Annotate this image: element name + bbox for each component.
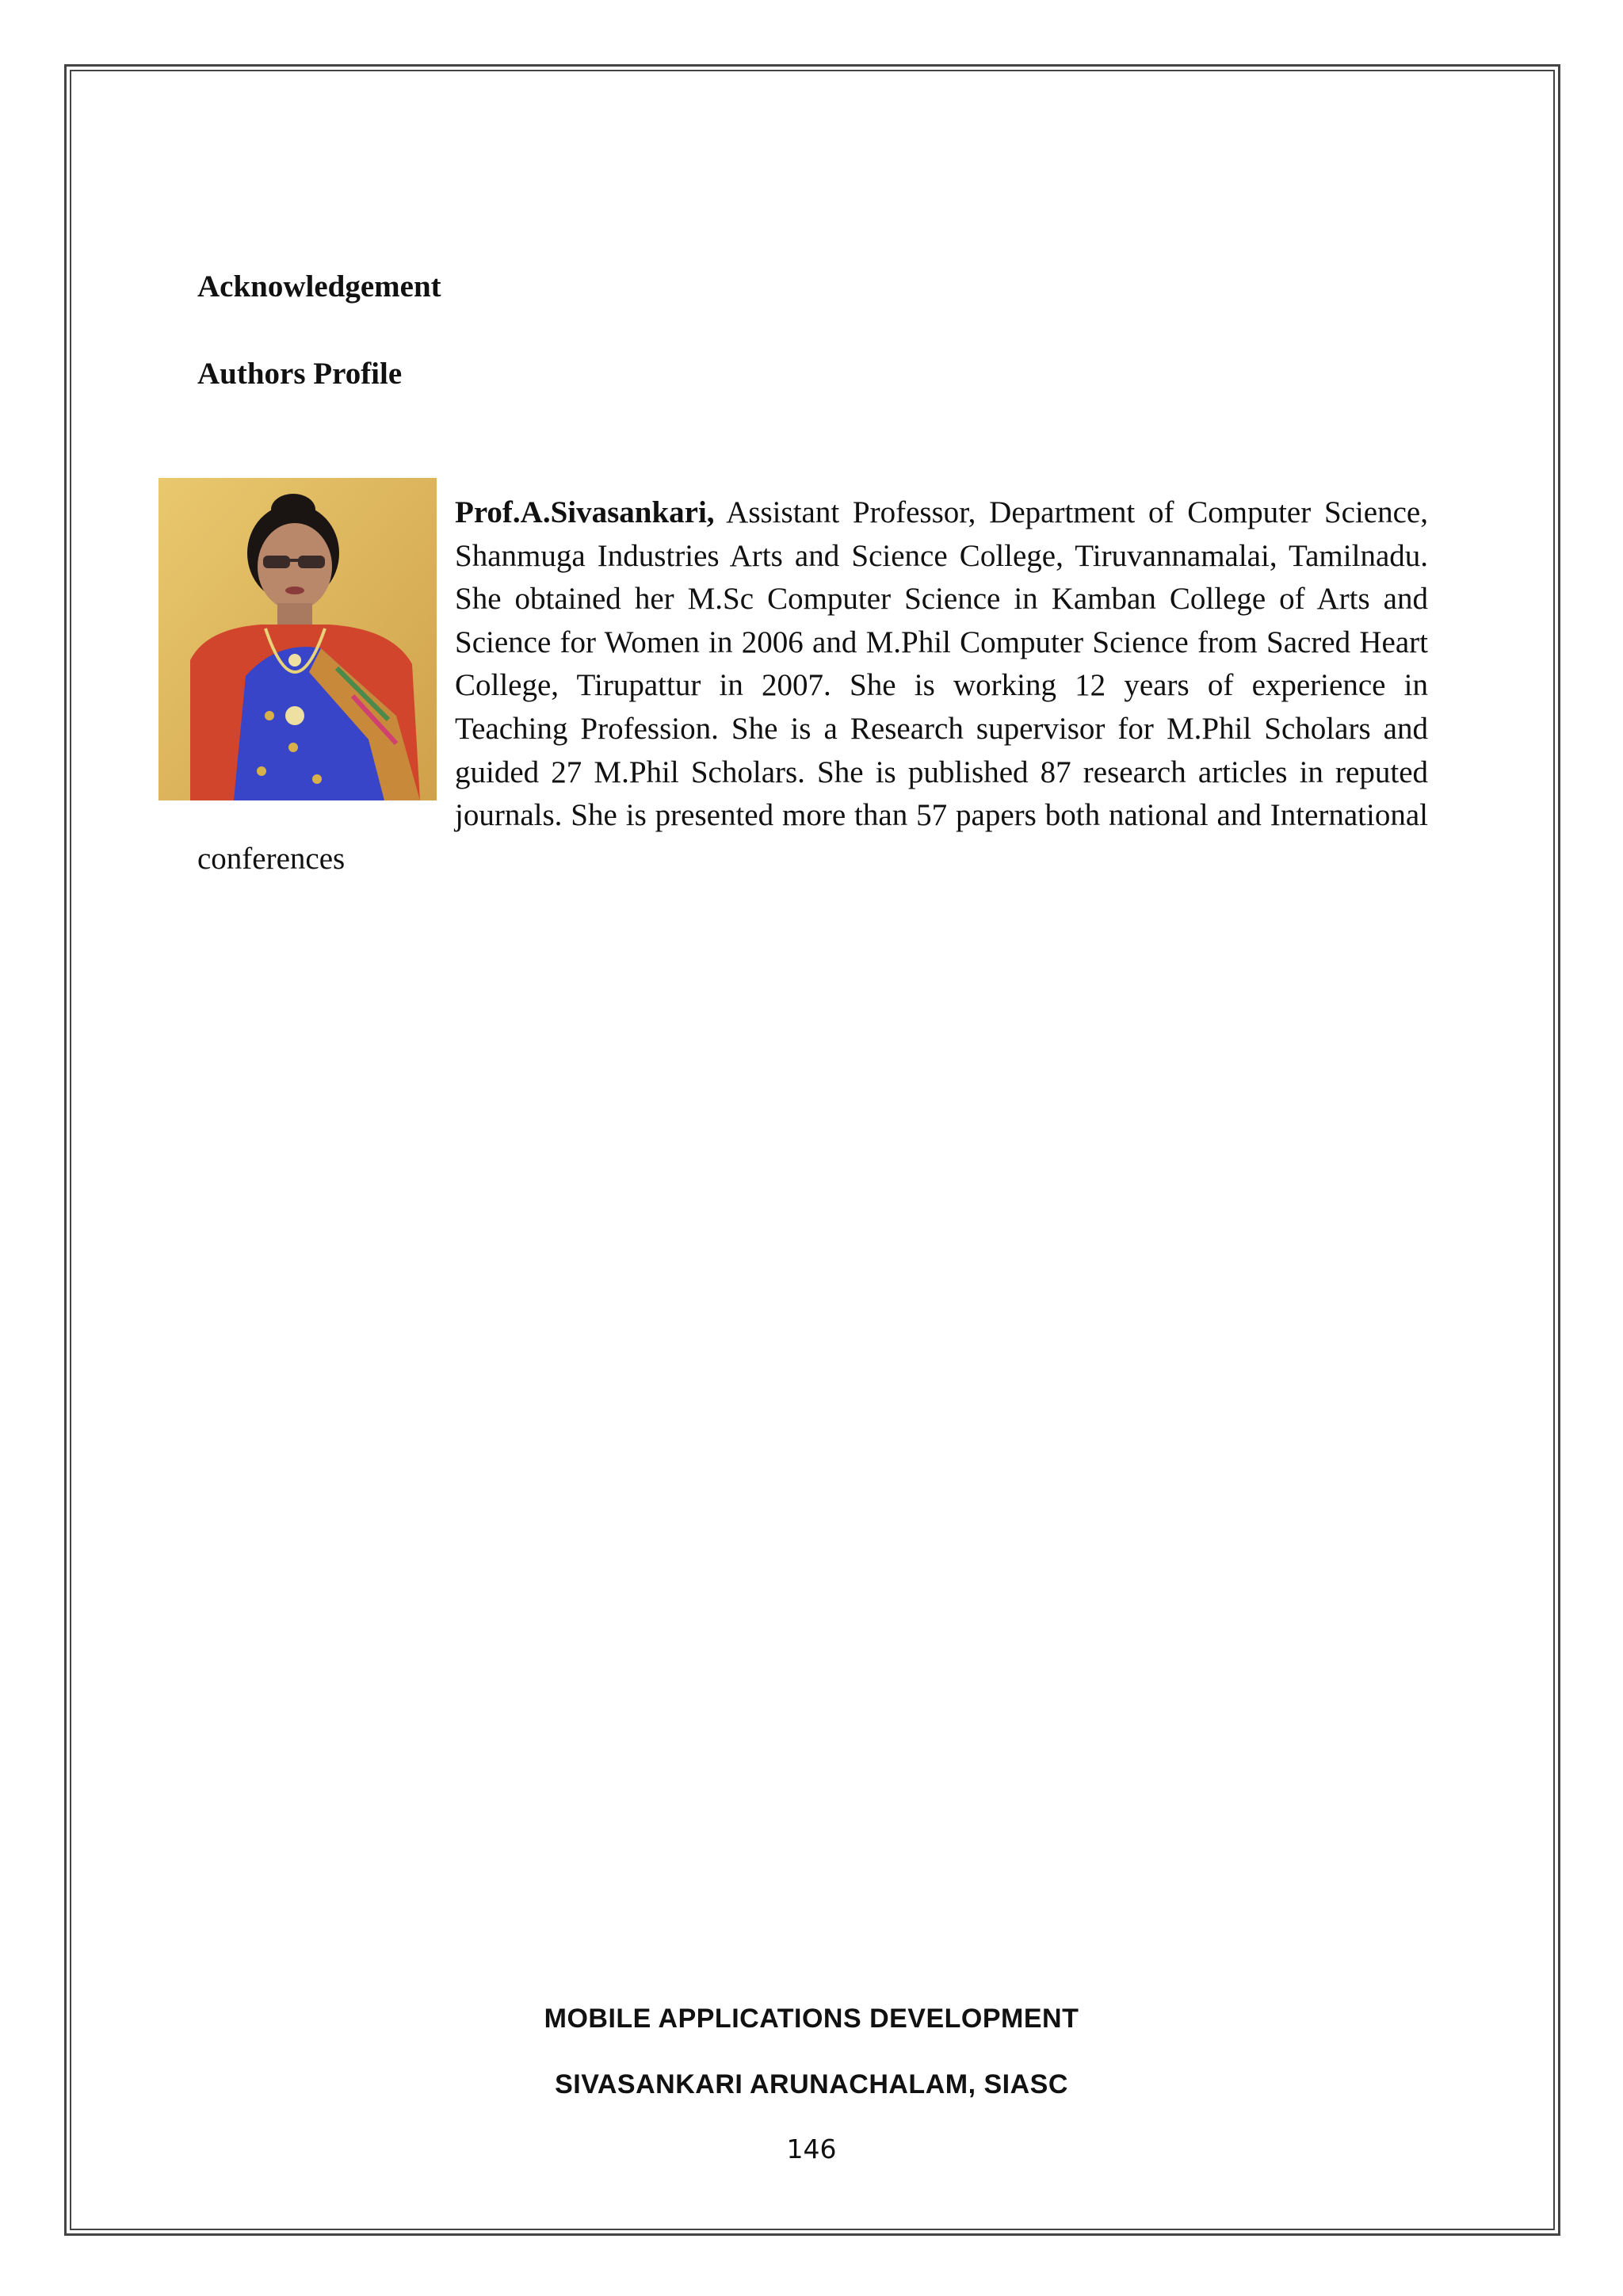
page-number: 146 bbox=[786, 2134, 837, 2164]
author-bio-paragraph bbox=[197, 491, 1428, 881]
author-bio-text: Assistant Professor, Department of Computer Science, Shanmuga Industries Arts and Science College, Tiruvannamalai, Tamilnadu. She obtained her M.Sc Computer Science in Kamban College of Arts and Science for Women in 2006 and M.Phil Computer Science from Sacred Heart College, Tirupattur in 2007. She is working 12 years of experience in Teaching Profession. She is a Research supervisor for M.Phil Scholars and guided 27 M.Phil Scholars. She is published 87 research articles in reputed journals. She is presented more than 57 papers both national and International conferences bbox=[197, 495, 1428, 876]
author-name: Prof.A.Sivasankari, bbox=[455, 495, 715, 529]
page-border-inner bbox=[70, 70, 1555, 2230]
footer-author-line: SIVASANKARI ARUNACHALAM, SIASC bbox=[555, 2069, 1068, 2099]
authors-profile-heading: Authors Profile bbox=[197, 357, 403, 391]
footer-book-title: MOBILE APPLICATIONS DEVELOPMENT bbox=[544, 2004, 1079, 2034]
photo-wrap-spacer bbox=[197, 491, 455, 796]
acknowledgement-heading: Acknowledgement bbox=[197, 269, 441, 304]
